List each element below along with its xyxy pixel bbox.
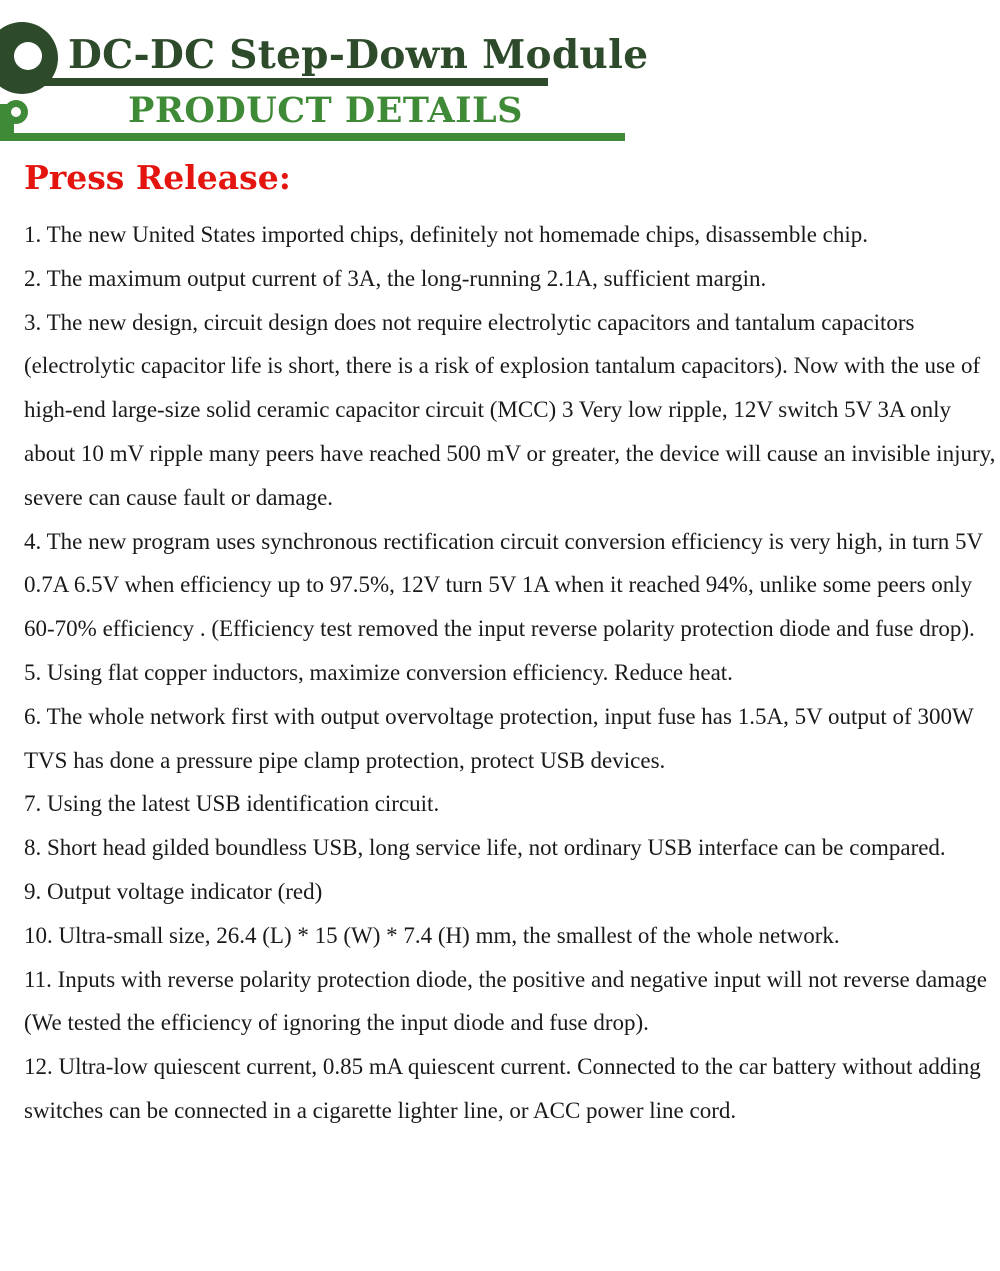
list-item: 2. The maximum output current of 3A, the long-running 2.1A, sufficient margin. (24, 265, 767, 291)
list-item: 12. Ultra-low quiescent current, 0.85 mA quiescent current. Connected to the car battery without adding switches can be connected in a cigarette lighter line, or ACC power line cord. (24, 1054, 981, 1123)
list-item: 11. Inputs with reverse polarity protection diode, the positive and negative input will not reverse damage (We tested the efficiency of ignoring the input diode and fuse drop). (24, 966, 987, 1036)
press-release-heading: Press Release: (24, 158, 291, 197)
list-item: 3. The new design, circuit design does not require electrolytic capacitors and tantalum capacitors (electrolytic capacitor life is short, there is a risk of explosion tantalum capacitors). Now with the use of high-end large-size solid ceramic capacitor circuit (MCC) 3 Very low ripple, 12V switch 5V 3A only about 10 mV ripple many peers have reached 500 mV or greater, the device will cause an invisible injury, severe can cause fault or damage. (24, 309, 996, 510)
header-banner (0, 0, 1000, 150)
badge-knob-hole-icon (11, 107, 21, 117)
list-item: 5. Using flat copper inductors, maximize conversion efficiency. Reduce heat. (24, 659, 733, 685)
subtitle-underline (0, 133, 625, 141)
list-item: 1. The new United States imported chips, definitely not homemade chips, disassemble chip. (24, 222, 869, 247)
banner-subtitle: PRODUCT DETAILS (128, 90, 523, 131)
list-item: 4. The new program uses synchronous rectification circuit conversion efficiency is very high, in turn 5V 0.7A 6.5V when efficiency up to 97.5%, 12V turn 5V 1A when it reached 94%, unlike some peers only 60-70% efficiency . (Efficiency test removed the input reverse polarity protection diode and fuse drop). (24, 528, 983, 642)
list-item: 9. Output voltage indicator (red) (24, 878, 323, 904)
badge-ring-icon (14, 42, 42, 70)
list-item: 10. Ultra-small size, 26.4 (L) * 15 (W) * 7.4 (H) mm, the smallest of the whole network. (24, 922, 840, 948)
title-underline (0, 78, 548, 86)
banner-title: DC-DC Step-Down Module (68, 32, 649, 78)
list-item: 8. Short head gilded boundless USB, long service life, not ordinary USB interface can be compared. (24, 835, 946, 861)
feature-list (24, 213, 998, 1133)
list-item: 7. Using the latest USB identification circuit. (24, 791, 440, 817)
badge-stem-icon (0, 104, 14, 134)
list-item: 6. The whole network first with output overvoltage protection, input fuse has 1.5A, 5V output of 300W TVS has done a pressure pipe clamp protection, protect USB devices. (24, 703, 974, 773)
